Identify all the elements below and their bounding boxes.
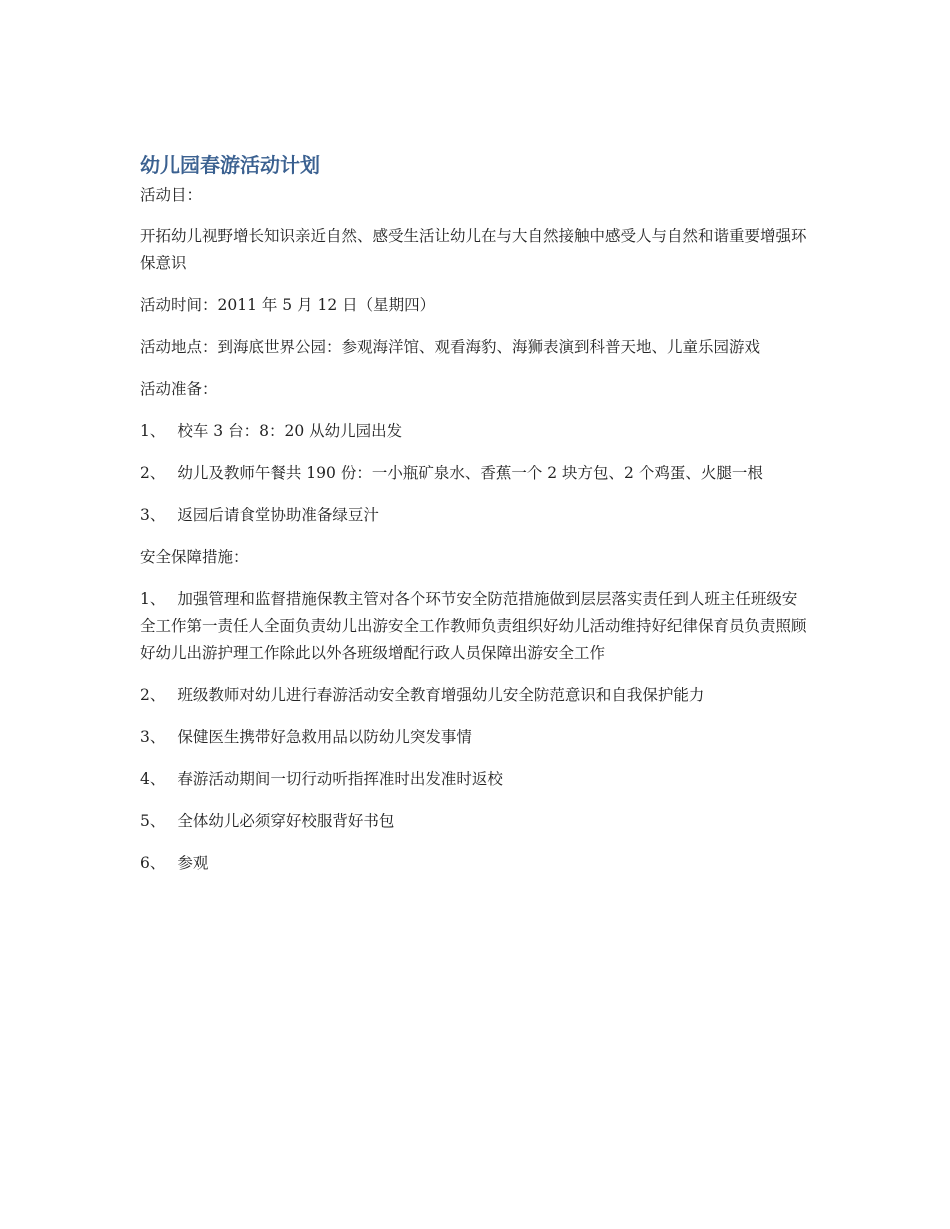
activity-location: 活动地点：到海底世界公园：参观海洋馆、观看海豹、海狮表演到科普天地、儿童乐园游戏 — [140, 338, 761, 356]
safety-item — [140, 850, 810, 877]
prep-label: 活动准备： — [140, 380, 218, 398]
prep-item — [140, 502, 810, 529]
safety-item-number: 4、 — [140, 770, 166, 788]
safety-item-number: 5、 — [140, 812, 166, 830]
safety-item-text: 保健医生携带好急救用品以防幼儿突发事情 — [177, 728, 472, 746]
document-page — [140, 148, 810, 892]
document-title: 幼儿园春游活动计划 — [140, 153, 320, 177]
safety-item-number: 3、 — [140, 728, 166, 746]
goal-label: 活动目： — [140, 186, 203, 204]
safety-label: 安全保障措施： — [140, 548, 249, 566]
prep-item-number: 1、 — [140, 422, 166, 440]
goal-text: 开拓幼儿视野增长知识亲近自然、感受生活让幼儿在与大自然接触中感受人与自然和谐重要增强环保意识 — [140, 227, 807, 272]
prep-item-number: 2、 — [140, 464, 166, 482]
safety-item-text: 春游活动期间一切行动听指挥准时出发准时返校 — [177, 770, 503, 788]
safety-item-text: 全体幼儿必须穿好校服背好书包 — [177, 812, 395, 830]
prep-item-text: 校车 3 台：8：20 从幼儿园出发 — [177, 422, 403, 440]
prep-item-text: 幼儿及教师午餐共 190 份：一小瓶矿泉水、香蕉一个 2 块方包、2 个鸡蛋、火腿一根 — [177, 464, 763, 482]
safety-item-number: 1、 — [140, 590, 166, 608]
safety-item — [140, 586, 810, 667]
prep-item — [140, 460, 810, 487]
safety-item — [140, 808, 810, 835]
safety-item — [140, 724, 810, 751]
safety-item-text: 班级教师对幼儿进行春游活动安全教育增强幼儿安全防范意识和自我保护能力 — [177, 686, 705, 704]
safety-item-text: 加强管理和监督措施保教主管对各个环节安全防范措施做到层层落实责任到人班主任班级安全工作第一责任人全面负责幼儿出游安全工作教师负责组织好幼儿活动维持好纪律保育员负责照顾好幼儿出游护理工作除此以外各班级增配行政人员保障出游安全工作 — [140, 590, 807, 662]
prep-item-text: 返园后请食堂协助准备绿豆汁 — [177, 506, 379, 524]
safety-item — [140, 682, 810, 709]
prep-item-number: 3、 — [140, 506, 166, 524]
safety-item-number: 6、 — [140, 854, 166, 872]
safety-item-number: 2、 — [140, 686, 166, 704]
safety-item — [140, 766, 810, 793]
prep-item — [140, 418, 810, 445]
safety-item-text: 参观 — [177, 854, 209, 872]
activity-time: 活动时间：2011 年 5 月 12 日（星期四） — [140, 296, 436, 314]
